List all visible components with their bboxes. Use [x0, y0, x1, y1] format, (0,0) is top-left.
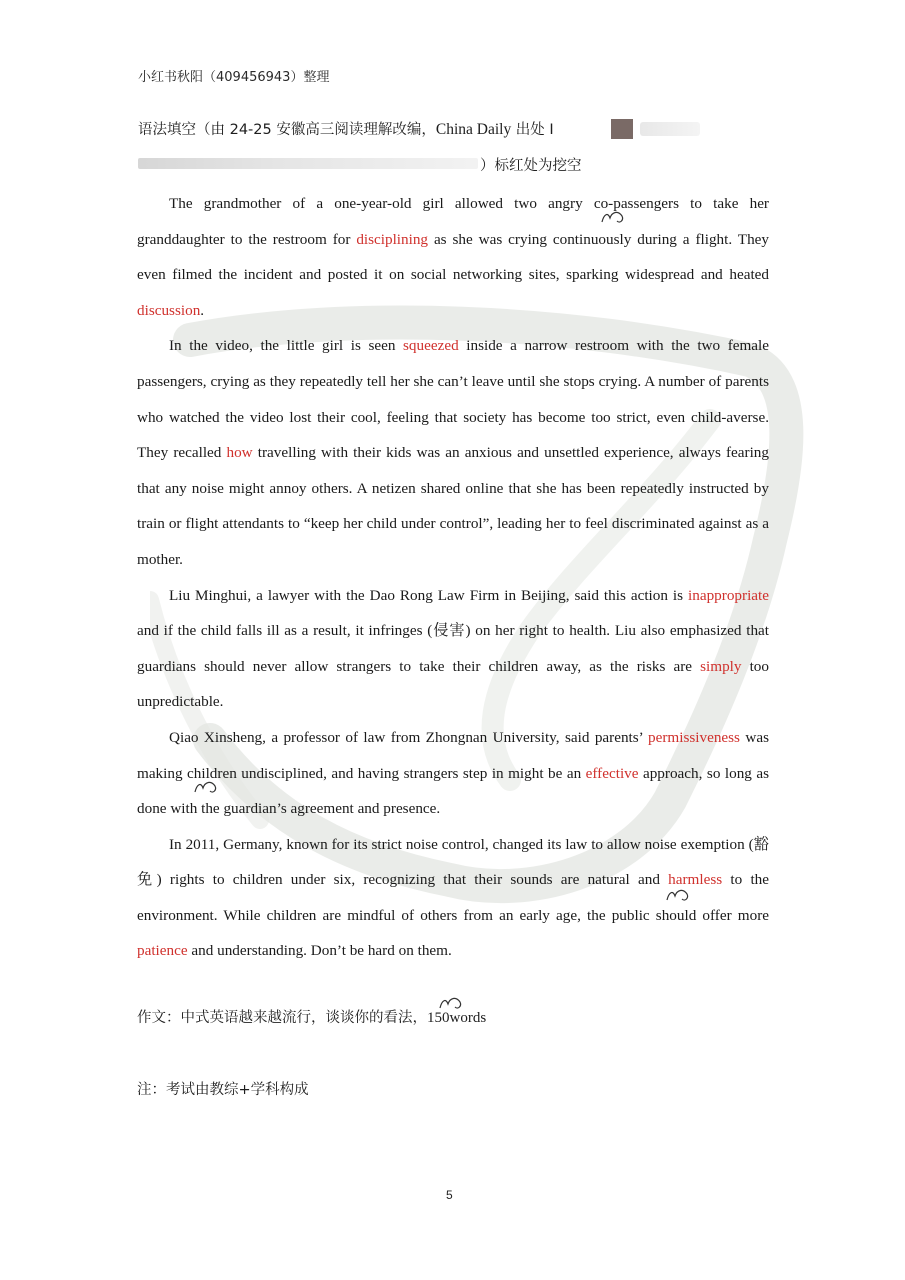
title-suffix: 出处 I — [511, 122, 554, 138]
paragraph-text: to the environment. While children are mindful of others from an early age, the public should offer more — [137, 871, 769, 924]
handwritten-mark-icon — [600, 208, 628, 226]
blank-answer: harmless — [668, 871, 723, 889]
blank-answer: inappropriate — [688, 586, 769, 604]
essay-label: 作文：中式英语越来越流行，谈谈你的看法， — [137, 1010, 427, 1026]
blank-answer: discussion — [137, 301, 201, 319]
handwritten-mark-icon — [193, 778, 221, 796]
paragraph-text: as she was crying continuously during a flight. They even filmed the incident and posted it on social networking sites, sparking widespread and heated — [137, 230, 769, 284]
paragraph-text: In 2011, Germany, known for its strict noise control, changed its law to allow noise exemption (豁免) rights to children under six, recognizing that their sounds are natural and — [137, 835, 769, 889]
paragraph-text: too unpredictable. — [137, 657, 769, 711]
paragraph-text: was making children undisciplined, and having strangers step in might be an — [137, 728, 769, 782]
title-prefix: 语法填空（由 24-25 安徽高三阅读理解改编， — [138, 122, 436, 138]
paragraph-text: and understanding. Don’t be hard on them. — [187, 942, 452, 960]
article-body — [137, 186, 769, 969]
paragraph-text: inside a narrow restroom with the two female passengers, crying as they repeatedly tell her she can’t leave until she stops crying. A number of parents who watched the video lost their cool, feeling that society has become too strict, even child-averse. They recalled — [137, 337, 770, 462]
article-paragraph-1 — [137, 186, 769, 328]
blurred-url — [138, 158, 478, 169]
paragraph-text: travelling with their kids was an anxious and unsettled experience, always fearing that any noise might annoy others. A netizen shared online that she has been repeatedly instructed by train or flight attendants to “keep her child under control”, leading her to feel discriminated against as a mother. — [137, 444, 769, 568]
blank-answer: squeezed — [403, 337, 459, 355]
redaction-blur — [640, 122, 700, 136]
essay-word-count: 150words — [427, 1010, 487, 1026]
paragraph-text: approach, so long as done with the guardian’s agreement and presence. — [137, 764, 770, 818]
article-paragraph-4 — [137, 720, 769, 827]
paragraph-text: Liu Minghui, a lawyer with the Dao Rong Law Firm in Beijing, said this action is — [169, 586, 689, 604]
essay-prompt — [137, 1006, 486, 1027]
exam-note: 注：考试由教综+学科构成 — [137, 1082, 309, 1098]
handwritten-mark-icon — [665, 886, 693, 904]
document-header: 小红书秋阳（409456943）整理 — [138, 70, 330, 85]
blank-answer: effective — [585, 764, 639, 782]
blank-answer: permissiveness — [648, 728, 740, 746]
blank-answer: simply — [700, 657, 742, 675]
paragraph-text: In the video, the little girl is seen — [169, 337, 404, 355]
exercise-title — [138, 118, 554, 139]
page-number: 5 — [446, 1188, 453, 1202]
paragraph-text: . — [200, 301, 205, 319]
title-source-name: China Daily — [435, 121, 512, 138]
article-paragraph-2 — [137, 328, 769, 577]
subtitle-note: ）标红处为挖空 — [480, 158, 582, 174]
redaction-mark — [611, 119, 633, 139]
paragraph-text: and if the child falls ill as a result, it infringes (侵害) on her right to health. Liu also emphasized that guardians should never allow strangers to take their children away, as the risks are — [137, 622, 769, 675]
subtitle-line — [138, 154, 638, 174]
blank-answer: patience — [137, 942, 188, 960]
paragraph-text: The grandmother of a one-year-old girl allowed two angry co-passengers to take her granddaughter to the restroom for — [137, 195, 769, 248]
blank-answer: how — [226, 444, 253, 462]
article-paragraph-3 — [137, 578, 769, 720]
blank-answer: disciplining — [356, 230, 429, 248]
paragraph-text: Qiao Xinsheng, a professor of law from Zhongnan University, said parents’ — [169, 728, 649, 746]
